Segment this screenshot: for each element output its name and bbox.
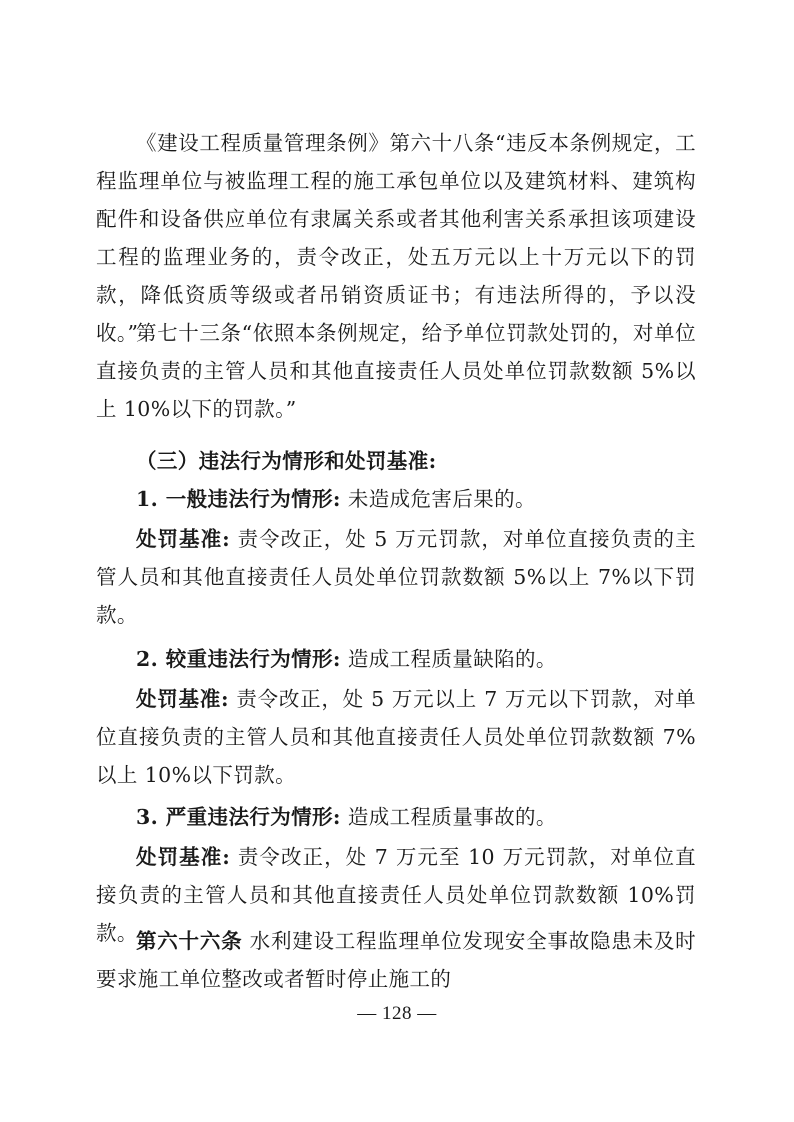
case-label: 2. 较重违法行为情形: [136,647,341,671]
case-text: 造成工程质量事故的。 [347,805,557,829]
case-label: 3. 严重违法行为情形: [136,805,341,829]
case-1-line [136,480,536,518]
case-text: 造成工程质量缺陷的。 [347,647,557,671]
penalty-label: 处罚基准: [136,845,231,869]
penalty-label: 处罚基准: [136,527,231,551]
case-3-line [136,798,557,836]
regulation-paragraph-73 [96,314,696,428]
penalty-text: 责令改正，处 7 万元至 10 万元罚款，对单位直接负责的主管人员和其他直接责任人员处单位罚款数额 10%罚款。 [96,845,696,945]
article-text: 水利建设工程监理单位发现安全事故隐患未及时要求施工单位整改或者暂时停止施工的 [96,929,697,991]
article-label: 第六十六条 [136,929,243,953]
page-number: — 128 — [357,1003,437,1024]
penalty-text: 责令改正，处 5 万元以上 7 万元以下罚款，对单位直接负责的主管人员和其他直接责任人员处单位罚款数额 7%以上 10%以下罚款。 [96,687,696,787]
case-text: 未造成危害后果的。 [347,487,536,511]
case-label: 1. 一般违法行为情形: [136,487,341,511]
case-2-penalty [96,680,696,794]
penalty-text: 责令改正，处 5 万元罚款，对单位直接负责的主管人员和其他直接责任人员处单位罚款数额 5%以上 7%以下罚款。 [96,527,696,627]
article-66-paragraph [96,922,696,998]
paragraph-text: 《建设工程质量管理条例》第六十八条“违反本条例规定，工程监理单位与被监理工程的施工承包单位以及建筑材料、建筑构配件和设备供应单位有隶属关系或者其他利害关系承担该项建设工程的监理业务的，责令改正，处五万元以上十万元以下的罚款，降低资质等级或者吊销资质证书；有违法所得的，予以没收。” [96,131,696,345]
case-1-penalty [96,520,696,634]
section-heading: （三）违法行为情形和处罚基准: [136,449,437,473]
penalty-label: 处罚基准: [136,687,230,711]
case-2-line [136,640,557,678]
paragraph-text: 第七十三条“依照本条例规定，给予单位罚款处罚的，对单位直接负责的主管人员和其他直接责任人员处单位罚款数额 5%以上 10%以下的罚款。” [96,321,696,421]
